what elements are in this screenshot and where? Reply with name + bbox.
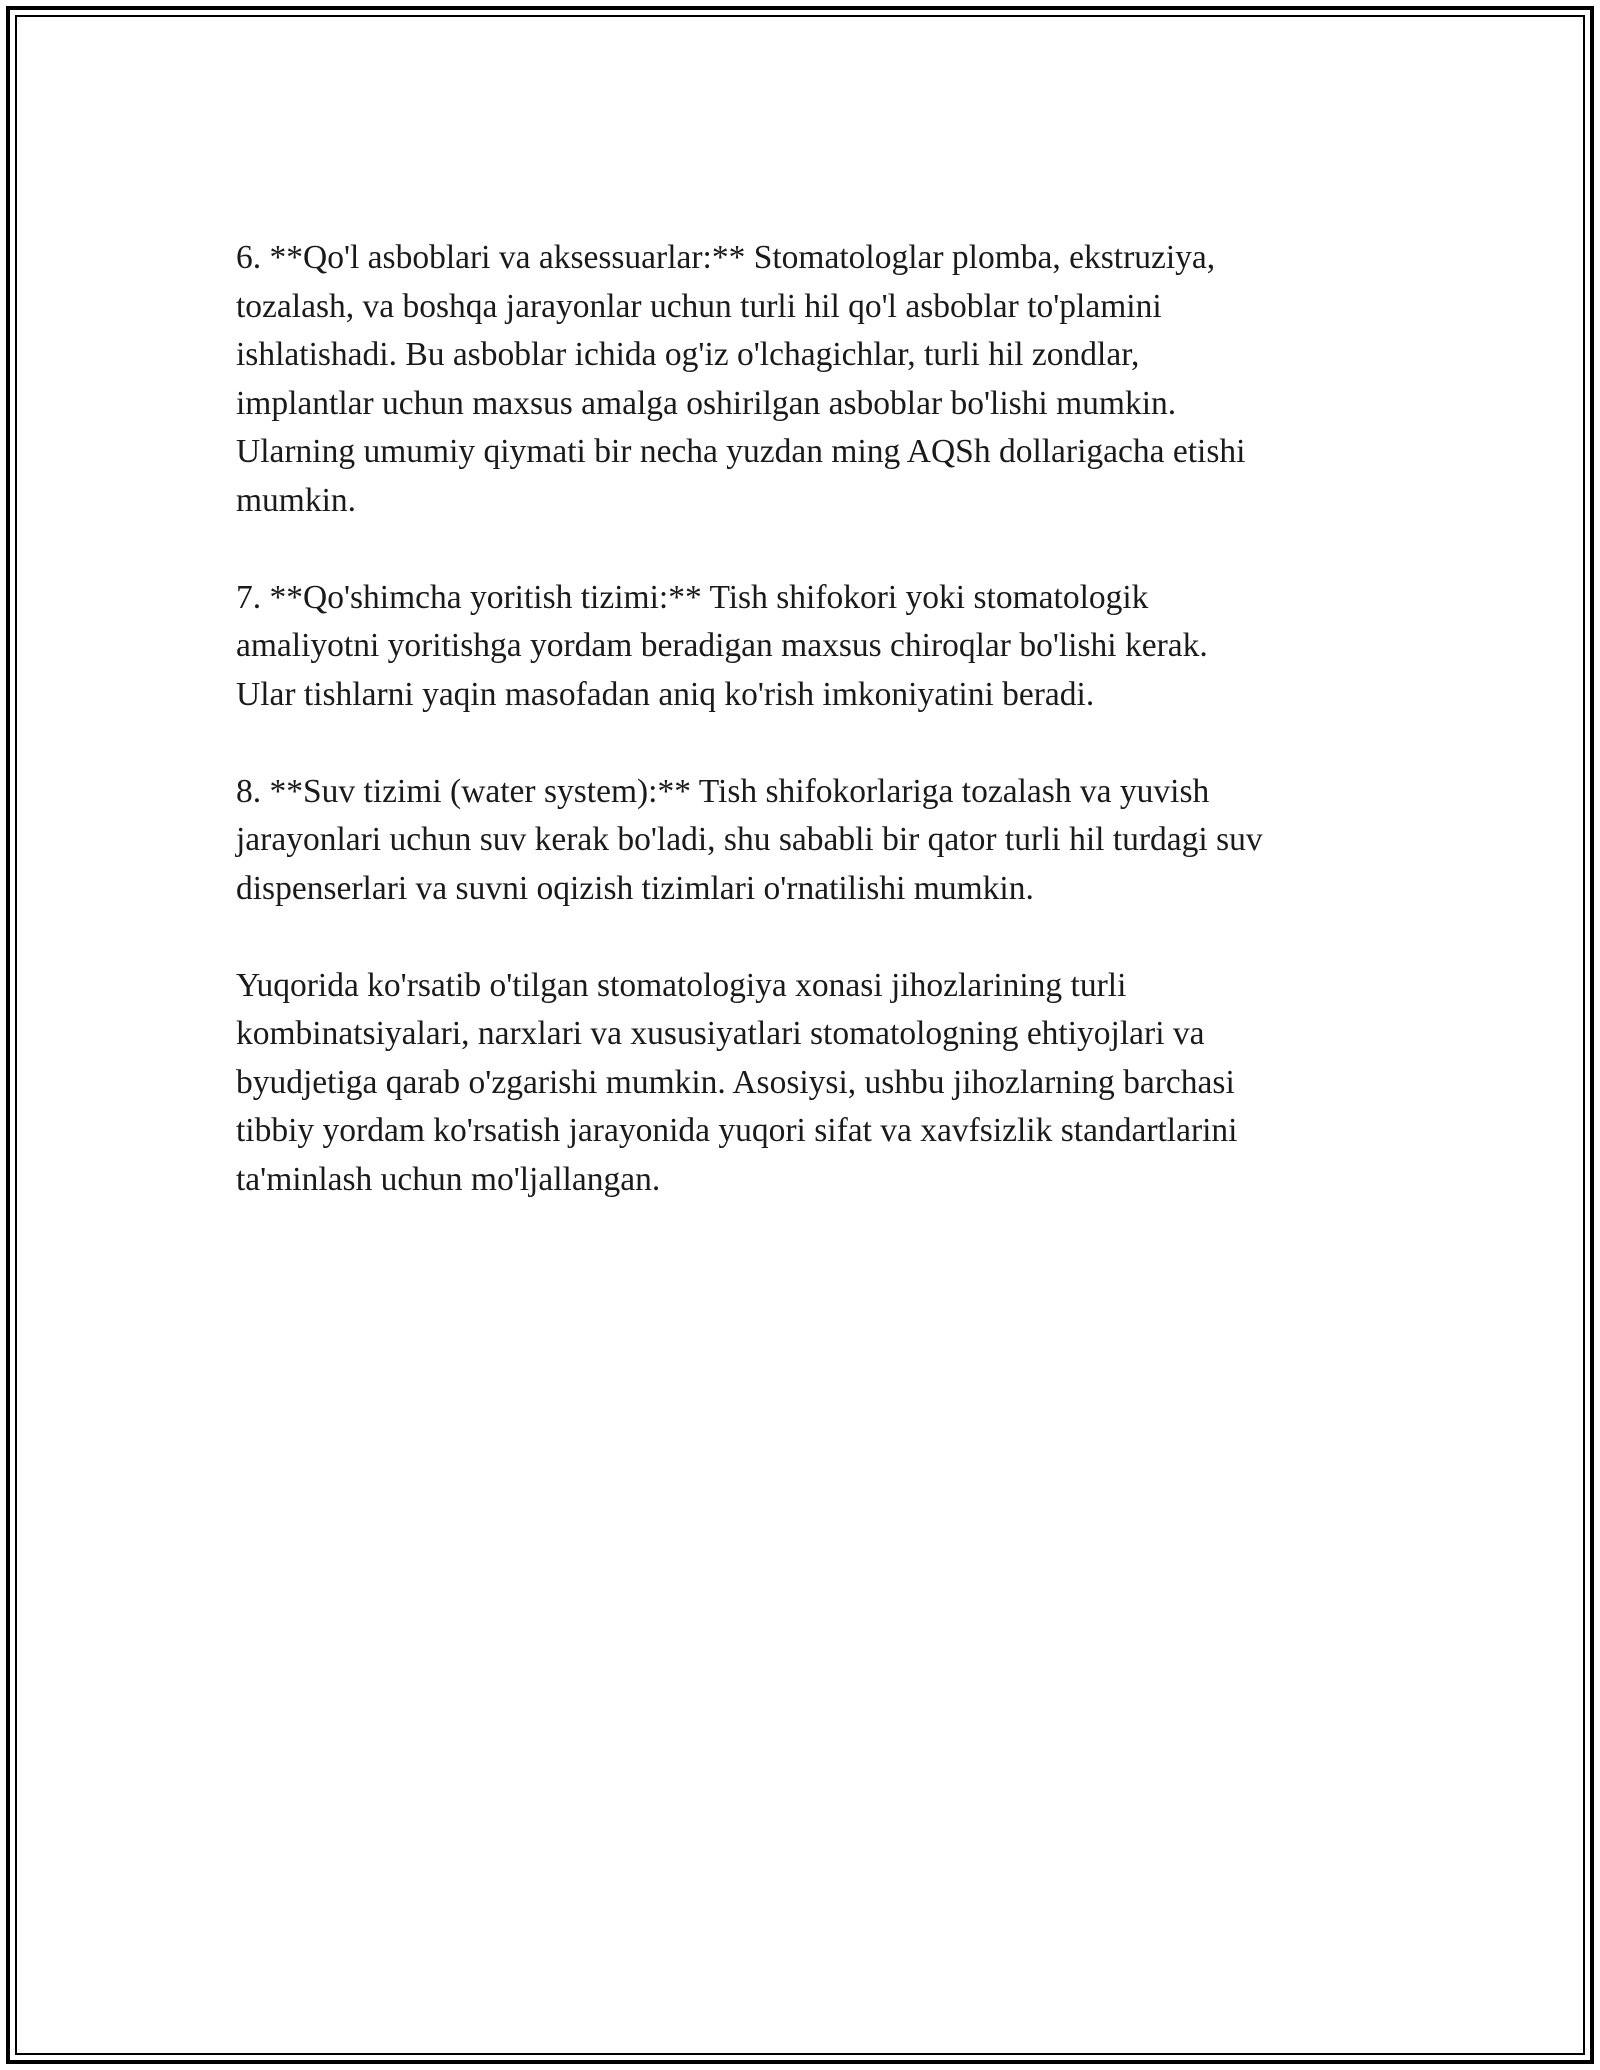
text-line: amaliyotni yoritishga yordam beradigan maxsus chiroqlar bo'lishi kerak. — [236, 627, 1208, 664]
text-line: dispenserlari va suvni oqizish tizimlari o'rnatilishi mumkin. — [236, 869, 1034, 907]
text-line: ta'minlash uchun mo'ljallangan. — [236, 1160, 661, 1198]
paragraph-hand-tools — [236, 234, 1376, 525]
text-line: implantlar uchun maxsus amalga oshirilgan asboblar bo'lishi mumkin. — [236, 384, 1177, 422]
text-line: ishlatishadi. Bu asboblar ichida og'iz o'lchagichlar, turli hil zondlar, — [236, 336, 1140, 373]
paragraph-conclusion — [236, 962, 1376, 1205]
paragraph-water-system — [236, 768, 1376, 914]
text-line: 7. **Qo'shimcha yoritish tizimi:** Tish shifokori yoki stomatologik — [236, 578, 1149, 616]
text-line: Ularning umumiy qiymati bir necha yuzdan ming AQSh dollarigacha etishi — [236, 433, 1246, 470]
text-line: mumkin. — [236, 481, 357, 519]
text-line: byudjetiga qarab o'zgarishi mumkin. Asosiysi, ushbu jihozlarning barchasi — [236, 1063, 1235, 1101]
text-line: Ular tishlarni yaqin masofadan aniq ko'rish imkoniyatini beradi. — [236, 675, 1095, 713]
paragraph-lighting-system — [236, 574, 1376, 720]
text-line: 6. **Qo'l asboblari va aksessuarlar:** Stomatologlar plomba, ekstruziya, — [236, 239, 1216, 276]
text-line: jarayonlari uchun suv kerak bo'ladi, shu sababli bir qator turli hil turdagi suv — [236, 821, 1263, 858]
text-line: tibbiy yordam ko'rsatish jarayonida yuqori sifat va xavfsizlik standartlarini — [236, 1112, 1238, 1149]
text-line: Yuqorida ko'rsatib o'tilgan stomatologiya xonasi jihozlarining turli — [236, 966, 1127, 1004]
text-line: kombinatsiyalari, narxlari va xususiyatlari stomatologning ehtiyojlari va — [236, 1015, 1205, 1052]
text-line: 8. **Suv tizimi (water system):** Tish shifokorlariga tozalash va yuvish — [236, 772, 1210, 810]
text-line: tozalash, va boshqa jarayonlar uchun turli hil qo'l asboblar to'plamini — [236, 287, 1162, 325]
document-body — [236, 234, 1376, 1253]
